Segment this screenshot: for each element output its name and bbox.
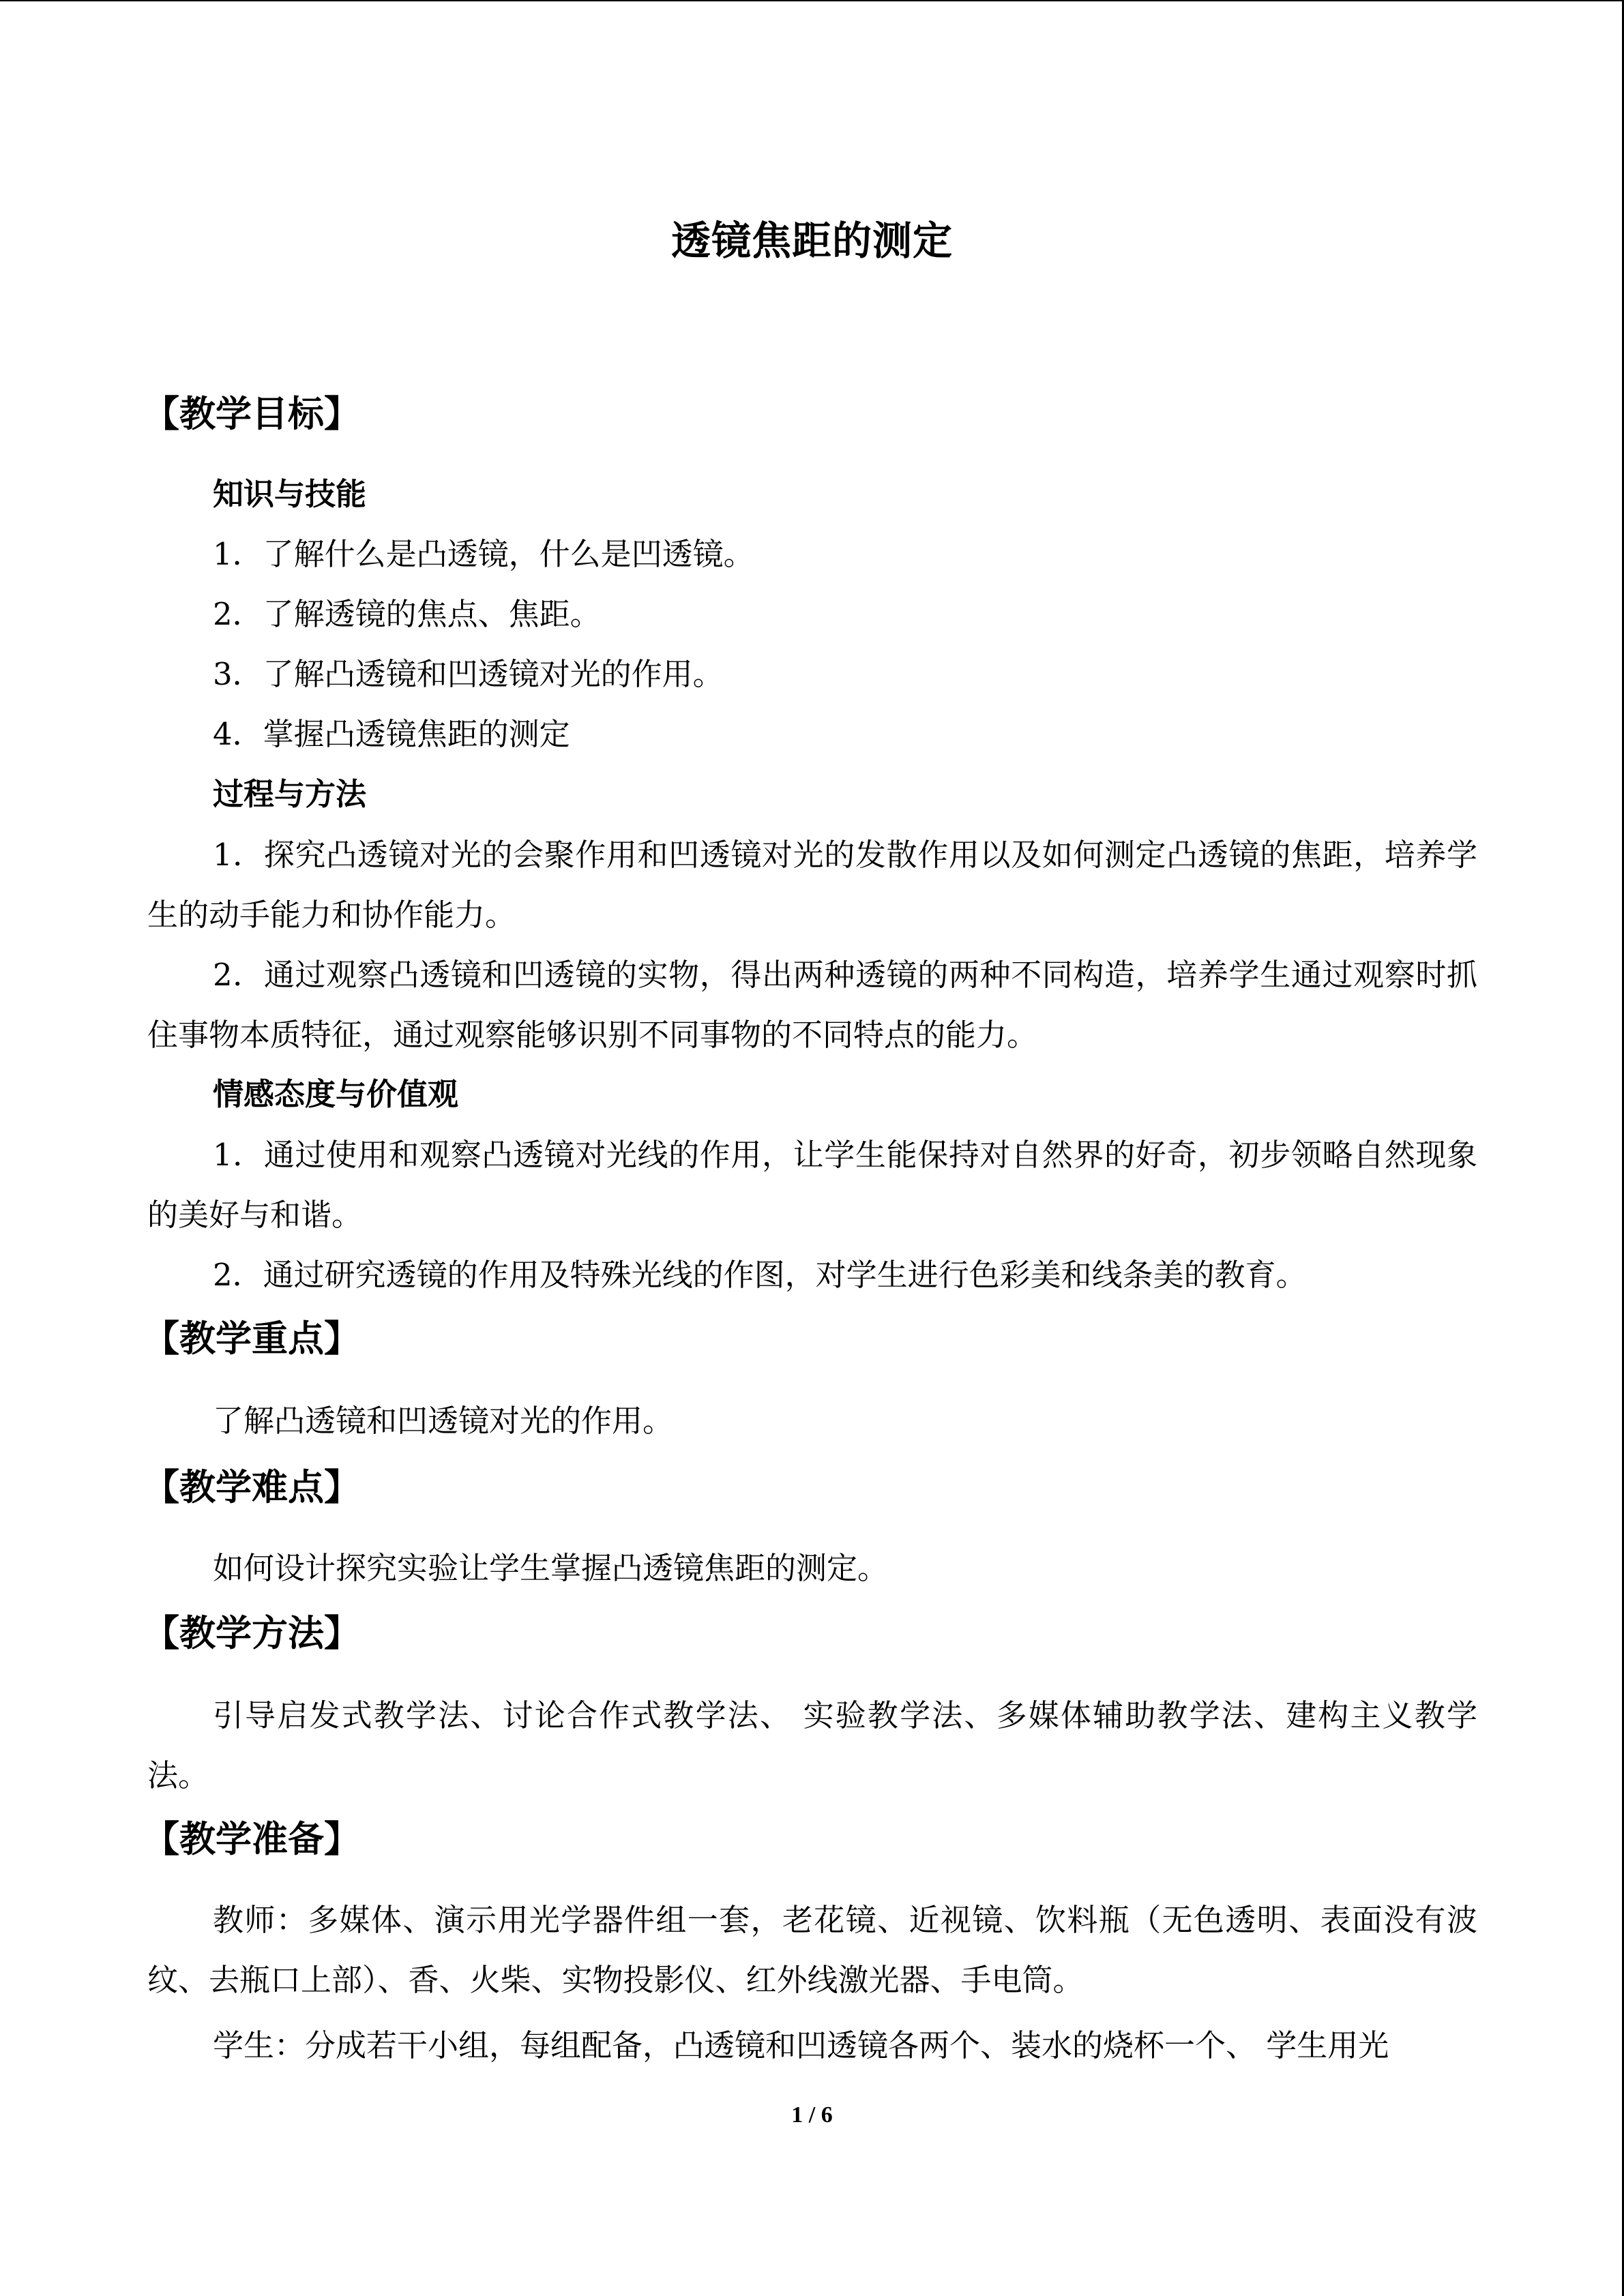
objectives-heading: 【教学目标】 [143,393,360,435]
difficulties-text: 如何设计探究实验让学生掌握凸透镜焦距的测定。 [213,1550,889,1586]
document-title: 透镜焦距的测定 [670,218,953,264]
key-points-heading: 【教学重点】 [143,1317,360,1360]
knowledge-skills-label: 知识与技能 [213,476,367,512]
difficulties-heading: 【教学难点】 [143,1466,360,1508]
emotion-item-1: 1．通过使用和观察凸透镜对光线的作用，让学生能保持对自然界的好奇，初步领略自然现象的美好与和谐。 [147,1137,1477,1233]
process-item-1: 1．探究凸透镜对光的会聚作用和凹透镜对光的发散作用以及如何测定凸透镜的焦距，培养学生的动手能力和协作能力。 [147,837,1477,933]
page-number: 1 / 6 [791,2102,833,2128]
preparation-heading: 【教学准备】 [143,1818,360,1860]
preparation-teacher: 教师：多媒体、演示用光学器件组一套，老花镜、近视镜、饮料瓶（无色透明、表面没有波纹、去瓶口上部）、香、火柴、实物投影仪、红外线激光器、手电筒。 [147,1902,1477,1998]
knowledge-item-3: 3．了解凸透镜和凹透镜对光的作用。 [213,656,724,692]
methods-heading: 【教学方法】 [143,1612,360,1654]
knowledge-item-2: 2．了解透镜的焦点、焦距。 [213,596,601,632]
process-item-2: 2．通过观察凸透镜和凹透镜的实物，得出两种透镜的两种不同构造，培养学生通过观察时抓住事物本质特征，通过观察能够识别不同事物的不同特点的能力。 [147,957,1477,1053]
methods-text: 引导启发式教学法、讨论合作式教学法、 实验教学法、多媒体辅助教学法、建构主义教学法。 [147,1697,1477,1793]
preparation-student: 学生：分成若干小组，每组配备，凸透镜和凹透镜各两个、装水的烧杯一个、 学生用光 [213,2027,1389,2063]
emotion-item-2: 2．通过研究透镜的作用及特殊光线的作图，对学生进行色彩美和线条美的教育。 [213,1257,1307,1293]
emotion-values-label: 情感态度与价值观 [213,1076,459,1112]
knowledge-item-4: 4．掌握凸透镜焦距的测定 [213,716,570,752]
process-methods-label: 过程与方法 [213,776,367,812]
knowledge-item-1: 1．了解什么是凸透镜，什么是凹透镜。 [213,536,754,572]
key-points-text: 了解凸透镜和凹透镜对光的作用。 [213,1403,674,1439]
